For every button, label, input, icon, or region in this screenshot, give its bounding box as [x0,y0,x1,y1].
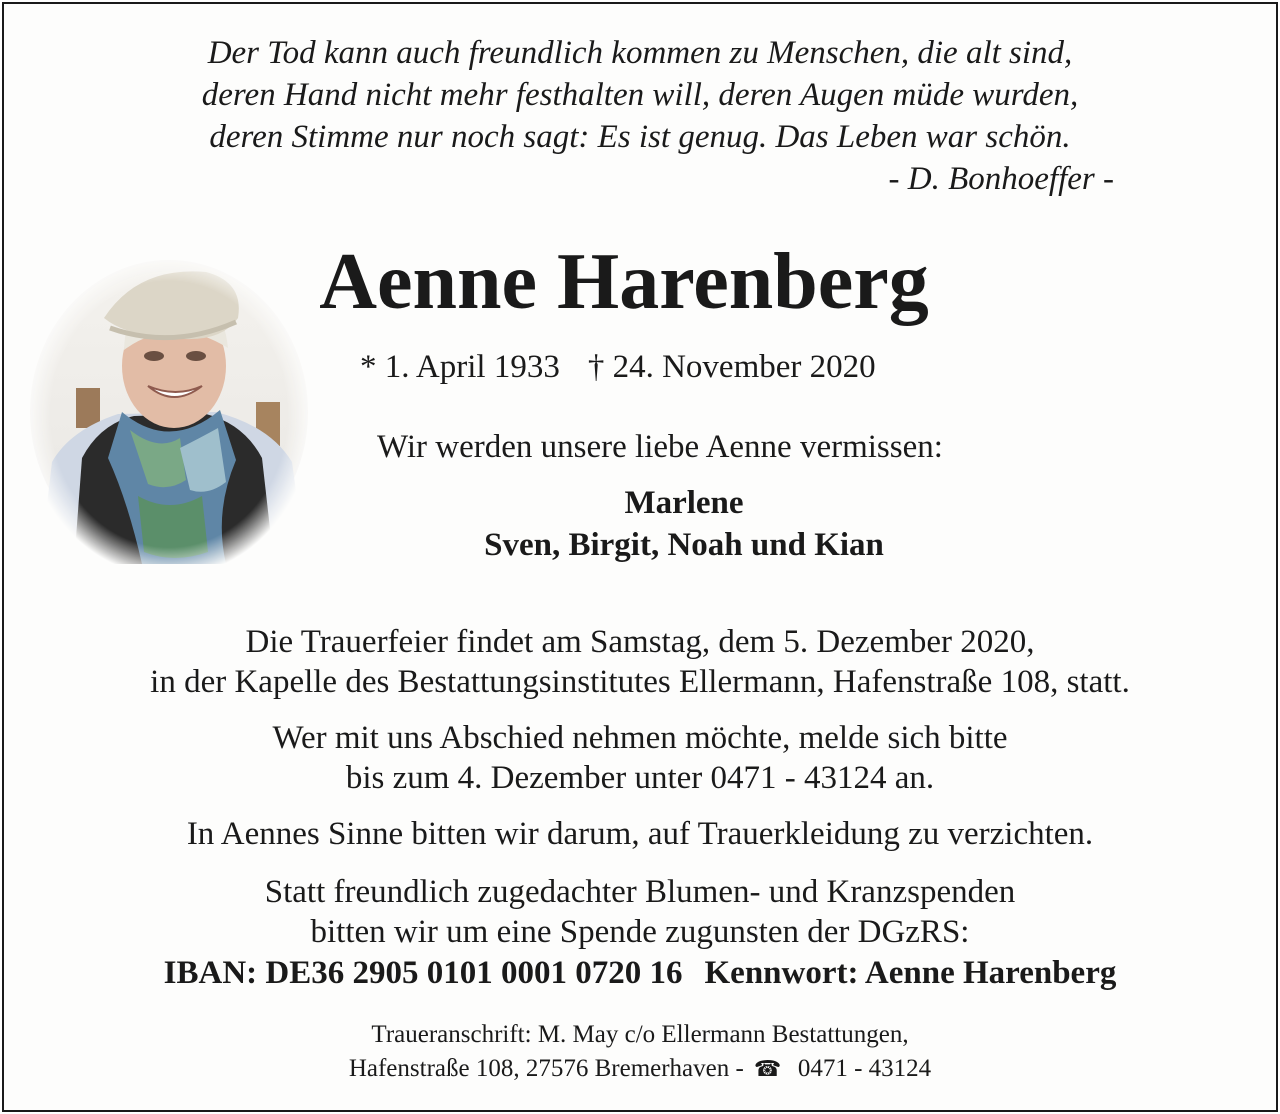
death-date: † 24. November 2020 [587,349,876,385]
mourner-name: Sven, Birgit, Noah und Kian [484,527,884,563]
farewell-line-1: Wer mit uns Abschied nehmen möchte, melde sich bitte [272,720,1008,756]
quote-line-1: Der Tod kann auch freundlich kommen zu Menschen, die alt sind, [207,35,1073,71]
deceased-name: Aenne Harenberg [319,238,929,326]
mourner-name: Marlene [624,485,744,521]
dress-note: In Aennes Sinne bitten wir darum, auf Trauerkleidung zu verzichten. [186,816,1094,852]
telephone-icon: ☎ [753,1057,782,1082]
donation-line-1: Statt freundlich zugedachter Blumen- und Kranzspenden [264,874,1016,910]
quote-author: - D. Bonhoeffer - [888,161,1114,197]
address-phone: 0471 - 43124 [797,1055,932,1082]
quote-line-3: deren Stimme nur noch sagt: Es ist genug. Das Leben war schön. [209,119,1071,155]
address-street: Hafenstraße 108, 27576 Bremerhaven - [348,1055,744,1082]
donation-details [4,952,1276,994]
ceremony-line-1: Die Trauerfeier findet am Samstag, dem 5. Dezember 2020, [245,624,1035,660]
donation-line-2: bitten wir um eine Spende zugunsten der DGzRS: [310,914,970,950]
quote-line-2: deren Hand nicht mehr festhalten will, deren Augen müde wurden, [201,77,1079,113]
mourning-address-line-2 [4,1052,1276,1087]
iban-number: IBAN: DE36 2905 0101 0001 0720 16 [163,955,683,991]
mourners-intro: Wir werden unsere liebe Aenne vermissen: [377,429,943,465]
mourning-address-line-1: Traueranschrift: M. May c/o Ellermann Bestattungen, [371,1021,909,1048]
obituary-notice [2,2,1278,1112]
ceremony-line-2: in der Kapelle des Bestattungsinstitutes Ellermann, Hafenstraße 108, statt. [150,664,1130,700]
farewell-line-2: bis zum 4. Dezember unter 0471 - 43124 an. [345,760,935,796]
life-dates [360,346,876,388]
donation-keyword: Kennwort: Aenne Harenberg [704,955,1117,991]
birth-date: * 1. April 1933 [360,349,560,385]
